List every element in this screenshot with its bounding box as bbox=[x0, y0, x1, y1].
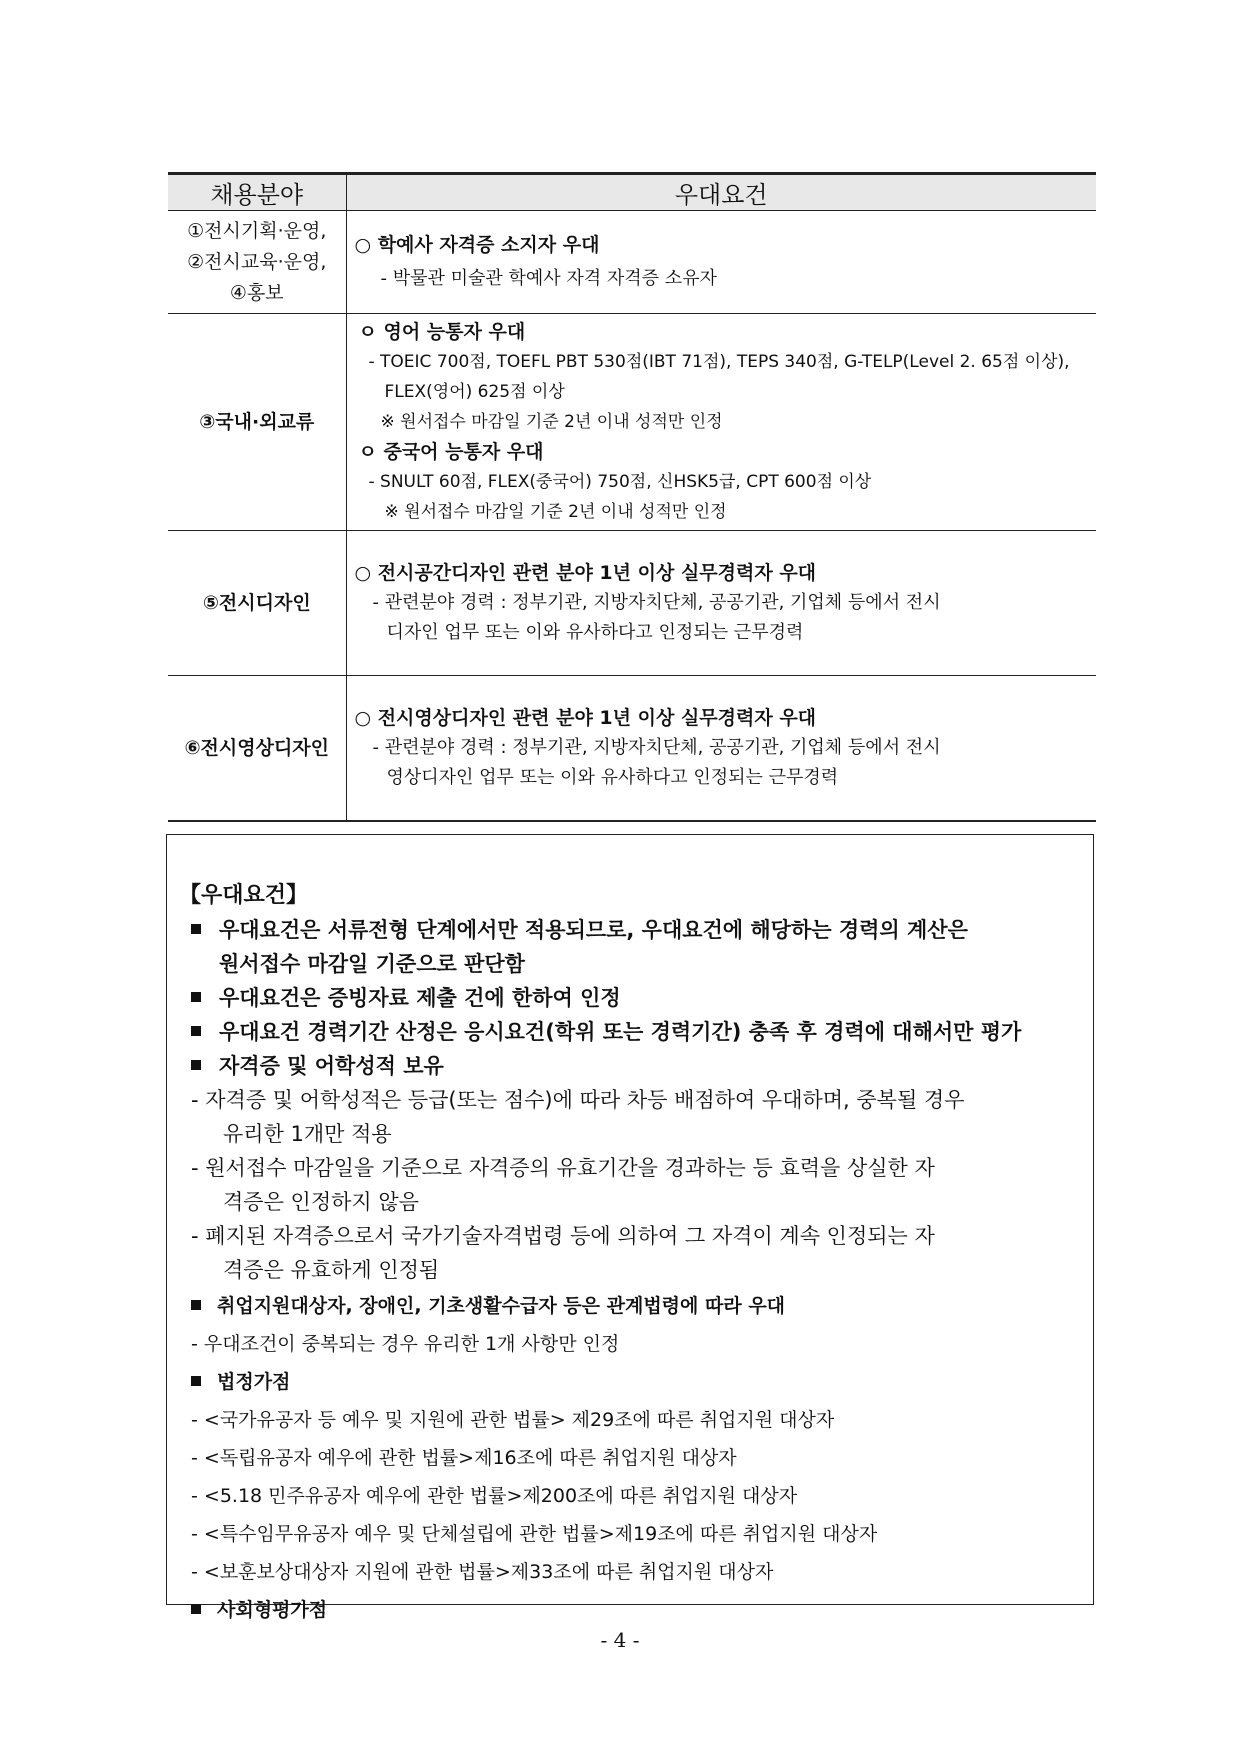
dash-item: - 원서접수 마감일을 기준으로 자격증의 유효기간을 경과하는 등 효력을 상실한 자 bbox=[191, 1156, 935, 1180]
requirement-detail: FLEX(영어) 625점 이상 bbox=[384, 382, 565, 402]
dash-continuation: 격증은 유효하게 인정됨 bbox=[223, 1258, 440, 1282]
field-label: ⑤전시디자인 bbox=[202, 591, 311, 614]
header-field: 채용분야 bbox=[168, 174, 346, 211]
requirement-detail: - 관련분야 경력 : 정부기관, 지방자치단체, 공공기관, 기업체 등에서 전시 bbox=[372, 737, 941, 758]
bullet-text: 우대요건은 증빙자료 제출 건에 한하여 인정 bbox=[219, 986, 621, 1010]
requirement-detail: - 관련분야 경력 : 정부기관, 지방자치단체, 공공기관, 기업체 등에서 전시 bbox=[372, 592, 941, 613]
square-bullet-icon bbox=[191, 1300, 201, 1310]
square-bullet-icon bbox=[191, 1376, 201, 1386]
table-row bbox=[168, 676, 1096, 822]
field-label: ③국내·외교류 bbox=[199, 410, 315, 433]
law-item: - <5.18 민주유공자 예우에 관한 법률>제200조에 따른 취업지원 대상자 bbox=[191, 1485, 798, 1507]
bullet-continuation: 원서접수 마감일 기준으로 판단함 bbox=[219, 952, 525, 976]
dash-item: - 자격증 및 어학성적은 등급(또는 점수)에 따라 차등 배점하여 우대하며, 중복될 경우 bbox=[191, 1088, 965, 1112]
field-cell bbox=[168, 676, 346, 822]
requirement-cell bbox=[346, 314, 1096, 531]
requirement-detail: - SNULT 60점, FLEX(중국어) 750점, 신HSK5급, CPT 600점 이상 bbox=[368, 472, 872, 492]
dash-item: - 폐지된 자격증으로서 국가기술자격법령 등에 의하여 그 자격이 계속 인정되는 자 bbox=[191, 1224, 935, 1248]
bullet-item bbox=[179, 1591, 1077, 1629]
bullet-item bbox=[179, 1049, 1077, 1083]
header-requirement: 우대요건 bbox=[346, 174, 1096, 211]
dash-continuation: 격증은 인정하지 않음 bbox=[223, 1190, 419, 1214]
requirement-detail: - TOEIC 700점, TOEFL PBT 530점(IBT 71점), TEPS 340점, G-TELP(Level 2. 65점 이상), bbox=[368, 352, 1070, 372]
requirement-heading: ○ 전시공간디자인 관련 분야 1년 이상 실무경력자 우대 bbox=[354, 562, 817, 584]
bullet-item bbox=[179, 981, 1077, 1015]
bullet-item bbox=[179, 1287, 1077, 1325]
law-item: - <특수임무유공자 예우 및 단체설립에 관한 법률>제19조에 따른 취업지원 대상자 bbox=[191, 1523, 878, 1545]
bullet-text: 자격증 및 어학성적 보유 bbox=[219, 1054, 444, 1078]
square-bullet-icon bbox=[191, 1060, 201, 1070]
bullet-item bbox=[179, 1363, 1077, 1401]
page-number: - 4 - bbox=[600, 1628, 640, 1652]
notice-box bbox=[166, 834, 1094, 1621]
requirement-heading: ㅇ 영어 능통자 우대 bbox=[358, 321, 526, 343]
notice-title: 【우대요건】 bbox=[179, 883, 309, 908]
square-bullet-icon bbox=[191, 924, 201, 934]
requirement-heading: ○ 학예사 자격증 소지자 우대 bbox=[354, 234, 600, 256]
requirement-cell bbox=[346, 211, 1096, 314]
field-cell bbox=[168, 211, 346, 314]
table-row bbox=[168, 314, 1096, 531]
table-row bbox=[168, 531, 1096, 676]
requirement-note: ※ 원서접수 마감일 기준 2년 이내 성적만 인정 bbox=[380, 412, 723, 432]
dash-item: - 우대조건이 중복되는 경우 유리한 1개 사항만 인정 bbox=[191, 1333, 620, 1355]
bullet-item bbox=[179, 913, 1077, 947]
bullet-text: 법정가점 bbox=[217, 1371, 291, 1393]
square-bullet-icon bbox=[191, 1604, 201, 1614]
requirement-detail: 디자인 업무 또는 이와 유사하다고 인정되는 근무경력 bbox=[386, 622, 804, 643]
law-item: - <독립유공자 예우에 관한 법률>제16조에 따른 취업지원 대상자 bbox=[191, 1447, 737, 1469]
field-label: ①전시기획·운영, bbox=[187, 219, 327, 242]
bullet-text: 사회형평가점 bbox=[217, 1599, 328, 1621]
law-item: - <국가유공자 등 예우 및 지원에 관한 법률> 제29조에 따른 취업지원 대상자 bbox=[191, 1409, 835, 1431]
requirement-cell bbox=[346, 676, 1096, 822]
requirement-cell bbox=[346, 531, 1096, 676]
requirement-detail: 영상디자인 업무 또는 이와 유사하다고 인정되는 근무경력 bbox=[386, 767, 839, 788]
field-cell bbox=[168, 314, 346, 531]
requirement-detail: - 박물관 미술관 학예사 자격 자격증 소유자 bbox=[380, 268, 717, 289]
preference-table bbox=[168, 172, 1096, 822]
square-bullet-icon bbox=[191, 992, 201, 1002]
bullet-text: 우대요건은 서류전형 단계에서만 적용되므로, 우대요건에 해당하는 경력의 계산은 bbox=[219, 918, 968, 942]
field-cell bbox=[168, 531, 346, 676]
requirement-heading: ㅇ 중국어 능통자 우대 bbox=[358, 441, 544, 463]
field-label: ④홍보 bbox=[229, 281, 284, 304]
square-bullet-icon bbox=[191, 1026, 201, 1036]
field-label: ⑥전시영상디자인 bbox=[184, 736, 330, 759]
requirement-note: ※ 원서접수 마감일 기준 2년 이내 성적만 인정 bbox=[384, 502, 727, 522]
bullet-item bbox=[179, 1015, 1077, 1049]
table-row bbox=[168, 211, 1096, 314]
requirement-heading: ○ 전시영상디자인 관련 분야 1년 이상 실무경력자 우대 bbox=[354, 707, 817, 729]
dash-continuation: 유리한 1개만 적용 bbox=[223, 1122, 392, 1146]
field-label: ②전시교육·운영, bbox=[187, 250, 327, 273]
bullet-text: 취업지원대상자, 장애인, 기초생활수급자 등은 관계법령에 따라 우대 bbox=[217, 1295, 786, 1317]
law-item: - <보훈보상대상자 지원에 관한 법률>제33조에 따른 취업지원 대상자 bbox=[191, 1561, 774, 1583]
bullet-text: 우대요건 경력기간 산정은 응시요건(학위 또는 경력기간) 충족 후 경력에 대해서만 평가 bbox=[219, 1020, 1022, 1044]
